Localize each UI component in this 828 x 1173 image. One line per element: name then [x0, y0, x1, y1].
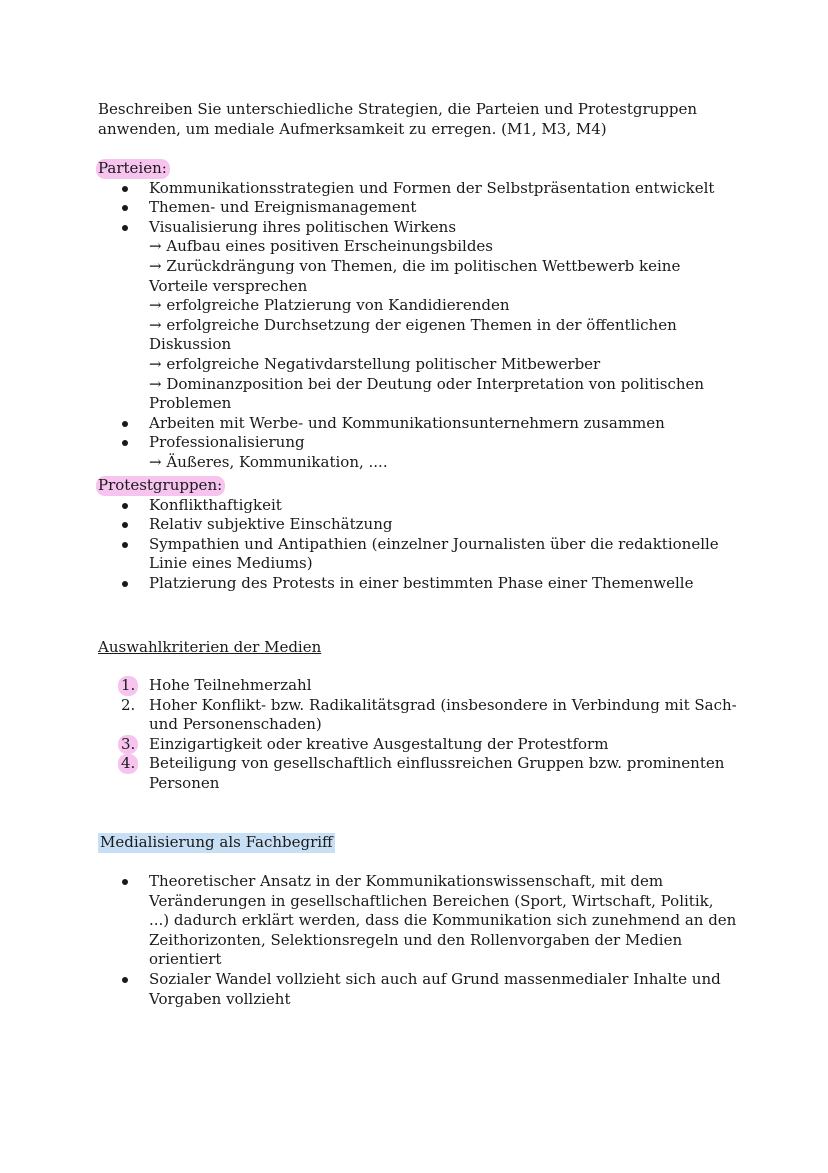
- heading-parteien: Parteien:: [96, 159, 170, 179]
- number-badge: 3.: [118, 735, 138, 755]
- auswahl-list: [98, 676, 738, 794]
- arrow-icon: →: [149, 452, 162, 471]
- list-item: 1. Hohe Teilnehmerzahl: [98, 676, 738, 696]
- task-prompt: [98, 100, 738, 139]
- heading-protestgruppen: Protestgruppen:: [96, 476, 225, 496]
- list-item: [98, 218, 738, 414]
- list-item: Konflikthaftigkeit: [98, 496, 738, 516]
- sub-item: → Äußeres, Kommunikation, ....: [149, 452, 388, 471]
- task-line-2: anwenden, um mediale Aufmerksamkeit zu erregen. (M1, M3, M4): [98, 119, 607, 138]
- arrow-icon: →: [149, 354, 162, 373]
- arrow-icon: →: [149, 296, 162, 315]
- heading-auswahlkriterien: Auswahlkriterien der Medien: [98, 638, 322, 656]
- sub-item: → erfolgreiche Platzierung von Kandidierenden: [149, 296, 510, 315]
- list-item: Themen- und Ereignismanagement: [98, 198, 738, 218]
- number-badge: 4.: [118, 754, 138, 774]
- task-line-1: Beschreiben Sie unterschiedliche Strategien, die Parteien und Protestgruppen: [98, 100, 698, 118]
- arrow-icon: →: [149, 315, 162, 334]
- sub-item: → erfolgreiche Durchsetzung der eigenen Themen in der öffentlichen Diskussion: [149, 315, 677, 354]
- list-item: Kommunikationsstrategien und Formen der Selbstpräsentation entwickelt: [98, 179, 738, 199]
- list-item: Theoretischer Ansatz in der Kommunikationswissenschaft, mit dem Veränderungen in gesellschaftlichen Bereichen (Sport, Wirtschaft, Politik, ...) dadurch erklärt werden, dass die Kommunikation sich zunehmend an den Zeithorizonten, Selektionsregeln und den Rollenvorgaben der Medien orientiert: [98, 872, 738, 970]
- arrow-icon: →: [149, 374, 162, 393]
- list-item: 2. Hoher Konflikt- bzw. Radikalitätsgrad (insbesondere in Verbindung mit Sach- und Personenschaden): [98, 696, 738, 735]
- list-item: Arbeiten mit Werbe- und Kommunikationsunternehmern zusammen: [98, 414, 738, 434]
- list-item: Sympathien und Antipathien (einzelner Journalisten über die redaktionelle Linie eines Mediums): [98, 535, 738, 574]
- list-item: Relativ subjektive Einschätzung: [98, 515, 738, 535]
- medialisierung-list: [98, 872, 738, 1009]
- sub-item: → Zurückdrängung von Themen, die im politischen Wettbewerb keine Vorteile versprechen: [149, 256, 681, 295]
- list-item: Platzierung des Protests in einer bestimmten Phase einer Themenwelle: [98, 574, 738, 594]
- list-item-text: Professionalisierung: [149, 433, 305, 452]
- number-badge: 1.: [118, 676, 138, 696]
- section-parteien: [98, 159, 738, 473]
- sub-item: → erfolgreiche Negativdarstellung politischer Mitbewerber: [149, 354, 601, 373]
- section-auswahlkriterien: [98, 638, 738, 658]
- arrow-icon: →: [149, 256, 162, 275]
- heading-medialisierung: Medialisierung als Fachbegriff: [100, 833, 333, 851]
- section-protestgruppen: [98, 476, 738, 594]
- list-item: 4. Beteiligung von gesellschaftlich einflussreichen Gruppen bzw. prominenten Personen: [98, 754, 738, 793]
- section-medialisierung: [98, 833, 738, 853]
- list-item: [98, 433, 738, 472]
- sub-item: → Dominanzposition bei der Deutung oder Interpretation von politischen Problemen: [149, 374, 705, 413]
- protestgruppen-list: [98, 496, 738, 594]
- arrow-icon: →: [149, 237, 162, 256]
- list-item: Sozialer Wandel vollzieht sich auch auf Grund massenmedialer Inhalte und Vorgaben vollzieht: [98, 970, 738, 1009]
- medialisierung-list-wrapper: [98, 872, 738, 1009]
- parteien-list: [98, 179, 738, 473]
- list-item-text: Visualisierung ihres politischen Wirkens: [149, 217, 457, 236]
- list-item: 3. Einzigartigkeit oder kreative Ausgestaltung der Protestform: [98, 735, 738, 755]
- auswahl-list-wrapper: [98, 676, 738, 794]
- sub-item: → Aufbau eines positiven Erscheinungsbildes: [149, 237, 493, 256]
- number-badge: 2.: [121, 695, 136, 714]
